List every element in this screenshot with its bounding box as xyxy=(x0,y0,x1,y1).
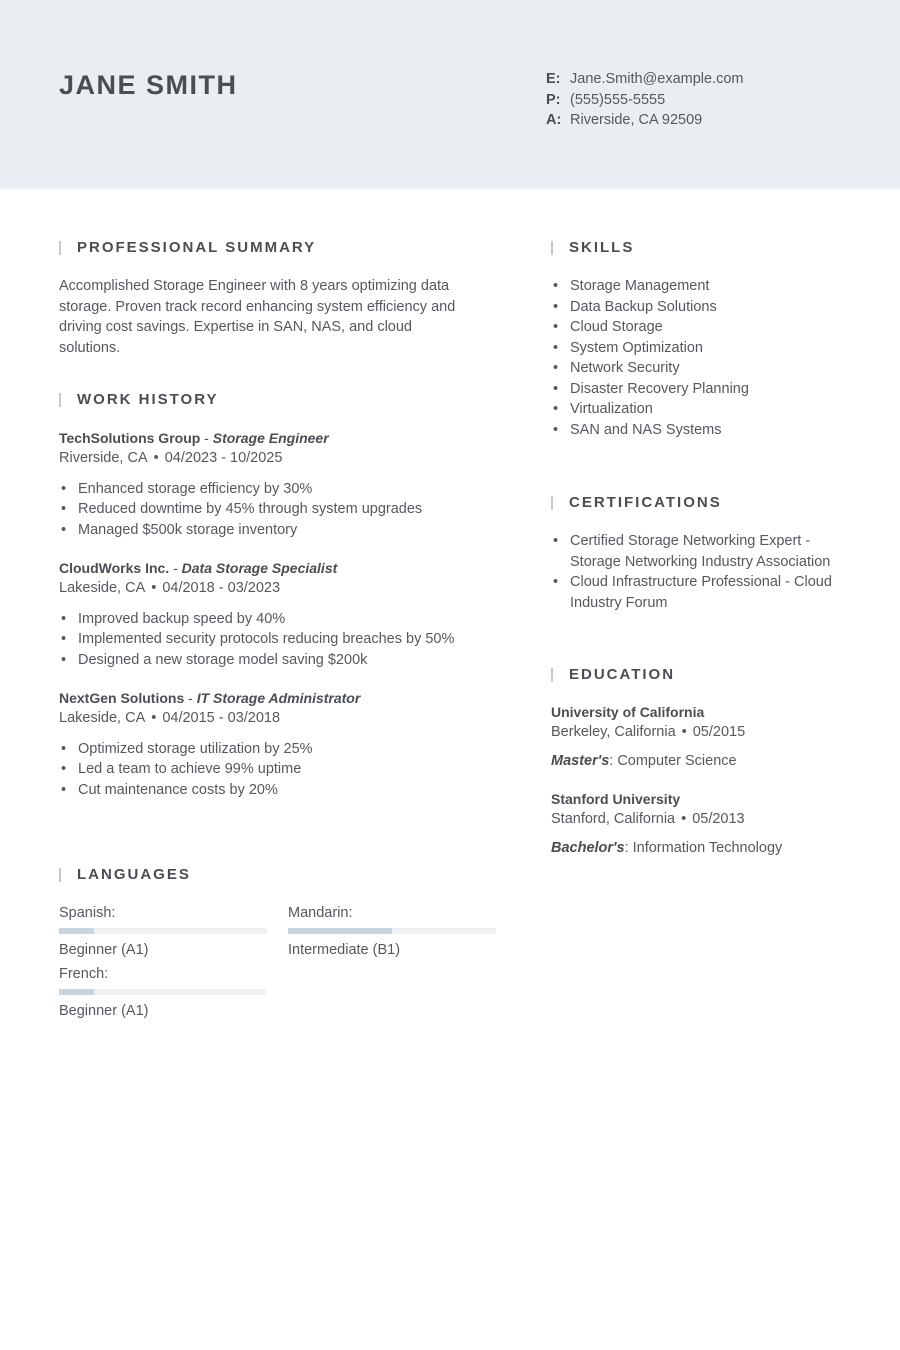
list-item: • Reduced downtime by 45% through system upgrades xyxy=(59,499,499,520)
degree-line xyxy=(551,751,851,772)
graduation-date: 05/2015 xyxy=(692,724,746,740)
list-item: • System Optimization xyxy=(551,338,851,359)
list-item: • Led a team to achieve 99% uptime xyxy=(59,759,499,780)
job-title: NextGen Solutions - IT Storage Administrator xyxy=(59,690,361,706)
job-entry xyxy=(59,560,499,670)
certifications-heading xyxy=(551,494,722,511)
language-item xyxy=(288,903,496,960)
job-dates: 04/2015 - 03/2018 xyxy=(162,710,281,726)
list-item: • Enhanced storage efficiency by 30% xyxy=(59,479,499,500)
job-role: Data Storage Specialist xyxy=(181,560,338,576)
degree-field: : Computer Science xyxy=(609,752,737,769)
language-level: Intermediate (B1) xyxy=(288,942,401,958)
job-title: TechSolutions Group - Storage Engineer xyxy=(59,430,329,446)
school-name: University of California xyxy=(551,704,705,720)
job-bullets xyxy=(59,479,499,541)
section-title: SKILLS xyxy=(569,239,635,256)
language-name: French: xyxy=(59,966,109,982)
job-company: CloudWorks Inc. xyxy=(59,560,170,576)
list-item: • Storage Management xyxy=(551,276,851,297)
heading-accent-bar xyxy=(551,668,553,682)
heading-accent-bar xyxy=(59,241,61,255)
job-entry xyxy=(59,430,499,540)
list-item: • Cut maintenance costs by 20% xyxy=(59,780,499,801)
language-level: Beginner (A1) xyxy=(59,942,149,958)
language-name: Spanish: xyxy=(59,905,116,921)
proficiency-fill xyxy=(59,989,94,995)
heading-accent-bar xyxy=(551,241,553,255)
list-item: • Certified Storage Networking Expert - Storage Networking Industry Association xyxy=(551,531,841,572)
heading-accent-bar xyxy=(59,393,61,407)
summary-text: Accomplished Storage Engineer with 8 years optimizing data storage. Proven track record enhancing system efficiency and driving cost savings. Expertise in SAN, NAS, and cloud solutions. xyxy=(59,278,456,356)
work-history-heading xyxy=(59,391,219,408)
language-level: Beginner (A1) xyxy=(59,1003,149,1019)
list-item: • Managed $500k storage inventory xyxy=(59,520,499,541)
candidate-name: JANE SMITH xyxy=(59,70,238,100)
contact-value: Jane.Smith@example.com xyxy=(570,71,744,87)
skills-heading xyxy=(551,239,634,256)
list-item: • Cloud Storage xyxy=(551,317,851,338)
list-item: • Improved backup speed by 40% xyxy=(59,609,499,630)
languages-heading xyxy=(59,866,191,883)
job-entry xyxy=(59,690,499,800)
school-location: Berkeley, California xyxy=(551,724,676,740)
language-item xyxy=(59,964,267,1021)
degree-type: Master's xyxy=(551,752,610,769)
job-company: NextGen Solutions xyxy=(59,690,185,706)
contact-address xyxy=(546,110,744,131)
school-location: Stanford, California xyxy=(551,811,676,827)
job-location: Riverside, CA xyxy=(59,450,148,466)
contact-email xyxy=(546,69,744,90)
certifications-list xyxy=(551,531,841,613)
section-title: CERTIFICATIONS xyxy=(569,494,722,511)
list-item: • Disaster Recovery Planning xyxy=(551,379,851,400)
proficiency-fill xyxy=(59,928,94,934)
list-item: • Data Backup Solutions xyxy=(551,297,851,318)
job-company: TechSolutions Group xyxy=(59,430,201,446)
job-meta: Lakeside, CA • 04/2015 - 03/2018 xyxy=(59,710,281,726)
job-bullets xyxy=(59,609,499,671)
proficiency-bar xyxy=(288,928,496,934)
contact-label: E: xyxy=(546,71,561,87)
summary-heading xyxy=(59,239,316,256)
job-dates: 04/2023 - 10/2025 xyxy=(164,450,283,466)
list-item: • Network Security xyxy=(551,358,851,379)
section-title: PROFESSIONAL SUMMARY xyxy=(77,239,317,256)
section-title: WORK HISTORY xyxy=(77,391,219,408)
job-meta: Riverside, CA • 04/2023 - 10/2025 xyxy=(59,450,283,466)
degree-line xyxy=(551,838,851,859)
heading-accent-bar xyxy=(551,496,553,510)
section-title: LANGUAGES xyxy=(77,866,191,883)
job-bullets xyxy=(59,739,499,801)
education-heading xyxy=(551,666,675,683)
job-location: Lakeside, CA xyxy=(59,710,146,726)
job-dates: 04/2018 - 03/2023 xyxy=(162,580,281,596)
language-name: Mandarin: xyxy=(288,905,353,921)
contact-value: Riverside, CA 92509 xyxy=(570,112,703,128)
list-item: • Optimized storage utilization by 25% xyxy=(59,739,499,760)
proficiency-fill xyxy=(288,928,392,934)
job-role: Storage Engineer xyxy=(212,430,329,446)
education-meta: Berkeley, California • 05/2015 xyxy=(551,724,746,740)
school-name: Stanford University xyxy=(551,791,681,807)
proficiency-bar xyxy=(59,989,267,995)
contact-value: (555)555-5555 xyxy=(570,91,666,108)
graduation-date: 05/2013 xyxy=(692,811,745,827)
education-entry xyxy=(551,791,851,858)
degree-field: : Information Technology xyxy=(624,839,783,856)
section-title: EDUCATION xyxy=(569,666,676,683)
job-title: CloudWorks Inc. - Data Storage Specialist xyxy=(59,560,338,576)
language-item xyxy=(59,903,267,960)
list-item: • Virtualization xyxy=(551,399,851,420)
contact-label: A: xyxy=(546,112,562,128)
contact-label: P: xyxy=(546,91,561,108)
list-item: • SAN and NAS Systems xyxy=(551,420,851,441)
degree-type: Bachelor's xyxy=(551,839,625,856)
job-location: Lakeside, CA xyxy=(59,580,146,596)
contact-info xyxy=(546,69,744,131)
education-entry xyxy=(551,704,851,771)
list-item: • Designed a new storage model saving $200k xyxy=(59,650,499,671)
job-meta: Lakeside, CA • 04/2018 - 03/2023 xyxy=(59,580,281,596)
resume-header xyxy=(0,0,900,189)
heading-accent-bar xyxy=(59,868,61,882)
skills-list xyxy=(551,276,851,440)
contact-phone xyxy=(546,90,744,111)
job-role: IT Storage Administrator xyxy=(196,690,361,706)
education-meta: Stanford, California • 05/2013 xyxy=(551,811,745,827)
list-item: • Implemented security protocols reducing breaches by 50% xyxy=(59,629,499,650)
list-item: • Cloud Infrastructure Professional - Cloud Industry Forum xyxy=(551,572,841,613)
proficiency-bar xyxy=(59,928,267,934)
